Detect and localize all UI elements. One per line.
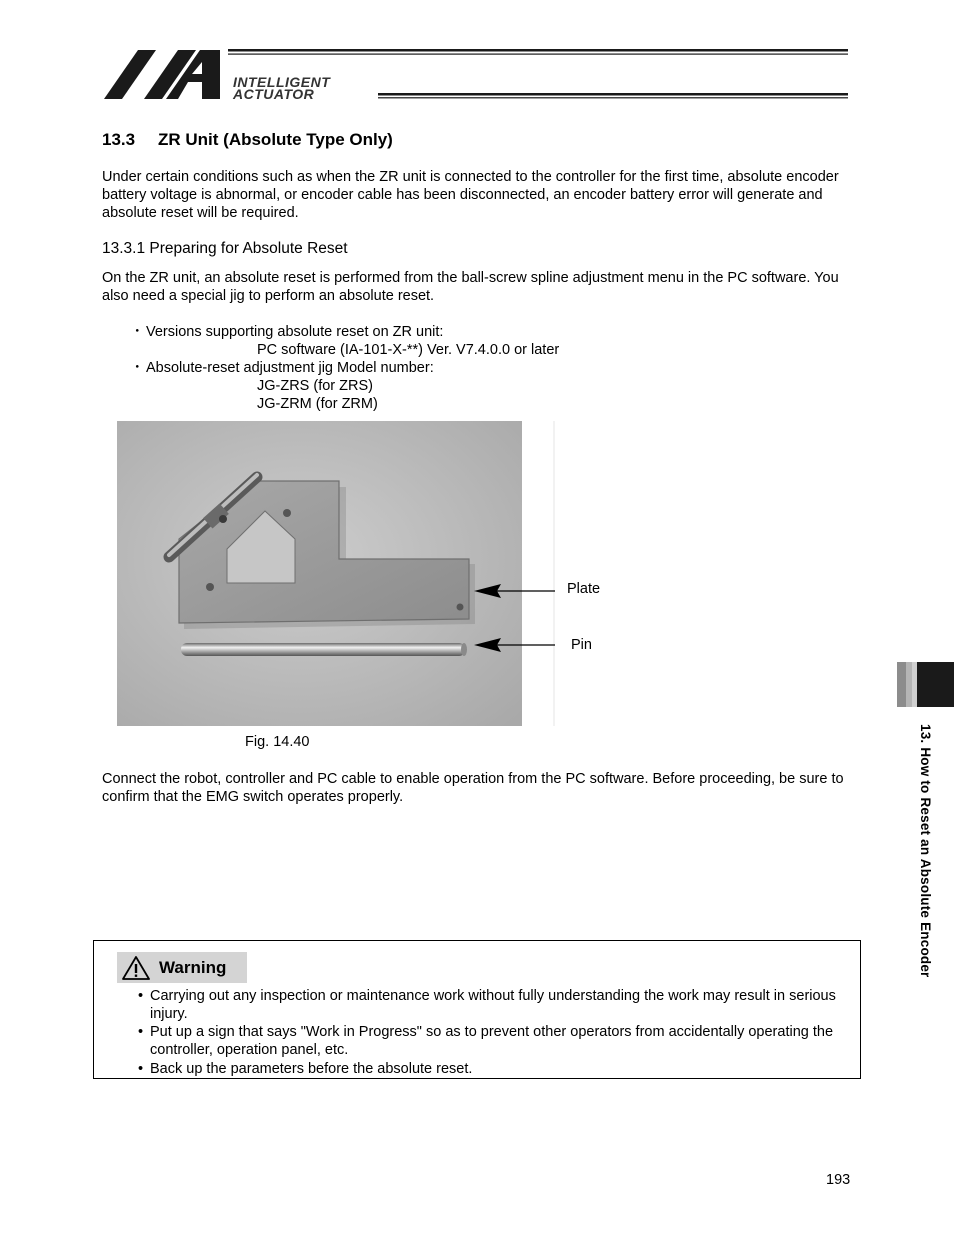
warning-item [138,1023,854,1059]
section-intro: Under certain conditions such as when the ZR unit is connected to the controller for the first time, absolute encoder battery voltage is abnormal, or encoder cable has been disconnected, an encoder battery error will generate and absolute reset will be required. [102,169,839,221]
pin-label: Pin [571,637,592,653]
figure-caption: Fig. 14.40 [245,734,310,750]
bullet-label: Versions supporting absolute reset on ZR unit: [146,324,444,340]
warning-item-text: Put up a sign that says "Work in Progress" so as to prevent other operators from accidentally operating the controller, operation panel, etc. [150,1024,834,1058]
warning-bullet: • [138,1061,144,1077]
section-title: ZR Unit (Absolute Type Only) [158,130,393,149]
logo-wordmark [233,76,330,100]
warning-item-text: Back up the parameters before the absolute reset. [150,1061,473,1077]
bullet-jig [130,359,434,377]
warning-triangle-icon [121,955,151,981]
chapter-tab-marker [897,662,954,707]
warning-box [93,940,861,1079]
warning-bullet: • [138,988,144,1004]
bullet-detail: PC software (IA-101-X-**) Ver. V7.4.0.0 or later [257,342,560,358]
ia-logo-icon [104,48,224,100]
subsection-title: 13.3.1 Preparing for Absolute Reset [102,240,348,257]
chapter-side-title [918,724,938,1014]
bullet-marker: ・ [130,360,145,376]
warning-item [138,1060,854,1078]
logo-line-2: ACTUATOR [233,86,315,102]
logo-line-1: INTELLIGENT [233,74,331,90]
connect-paragraph: Connect the robot, controller and PC cable to enable operation from the PC software. Before proceeding, be sure to confirm that the EMG switch operates properly. [102,771,844,805]
plate-label: Plate [567,581,601,597]
bullet-marker: ・ [130,324,145,340]
subsection-intro: On the ZR unit, an absolute reset is performed from the ball-screw spline adjustment menu in the PC software. You also need a special jig to perform an absolute reset. [102,270,839,304]
warning-item [138,987,854,1023]
warning-title: Warning [159,957,227,977]
warning-header [117,952,247,983]
bullet-detail: JG-ZRS (for ZRS) [257,378,373,394]
bullet-versions [130,323,443,341]
chapter-title-text: 13. How to Reset an Absolute Encoder [918,724,933,978]
warning-bullet: • [138,1024,144,1040]
jig-photo [117,421,557,726]
bullet-label: Absolute-reset adjustment jig Model number: [146,360,434,376]
warning-item-text: Carrying out any inspection or maintenance work without fully understanding the work may result in serious injury. [150,988,836,1022]
section-number: 13.3 [102,130,136,149]
section-heading [102,130,393,150]
bullet-detail: JG-ZRM (for ZRM) [257,396,378,412]
page-number: 193 [826,1172,851,1188]
